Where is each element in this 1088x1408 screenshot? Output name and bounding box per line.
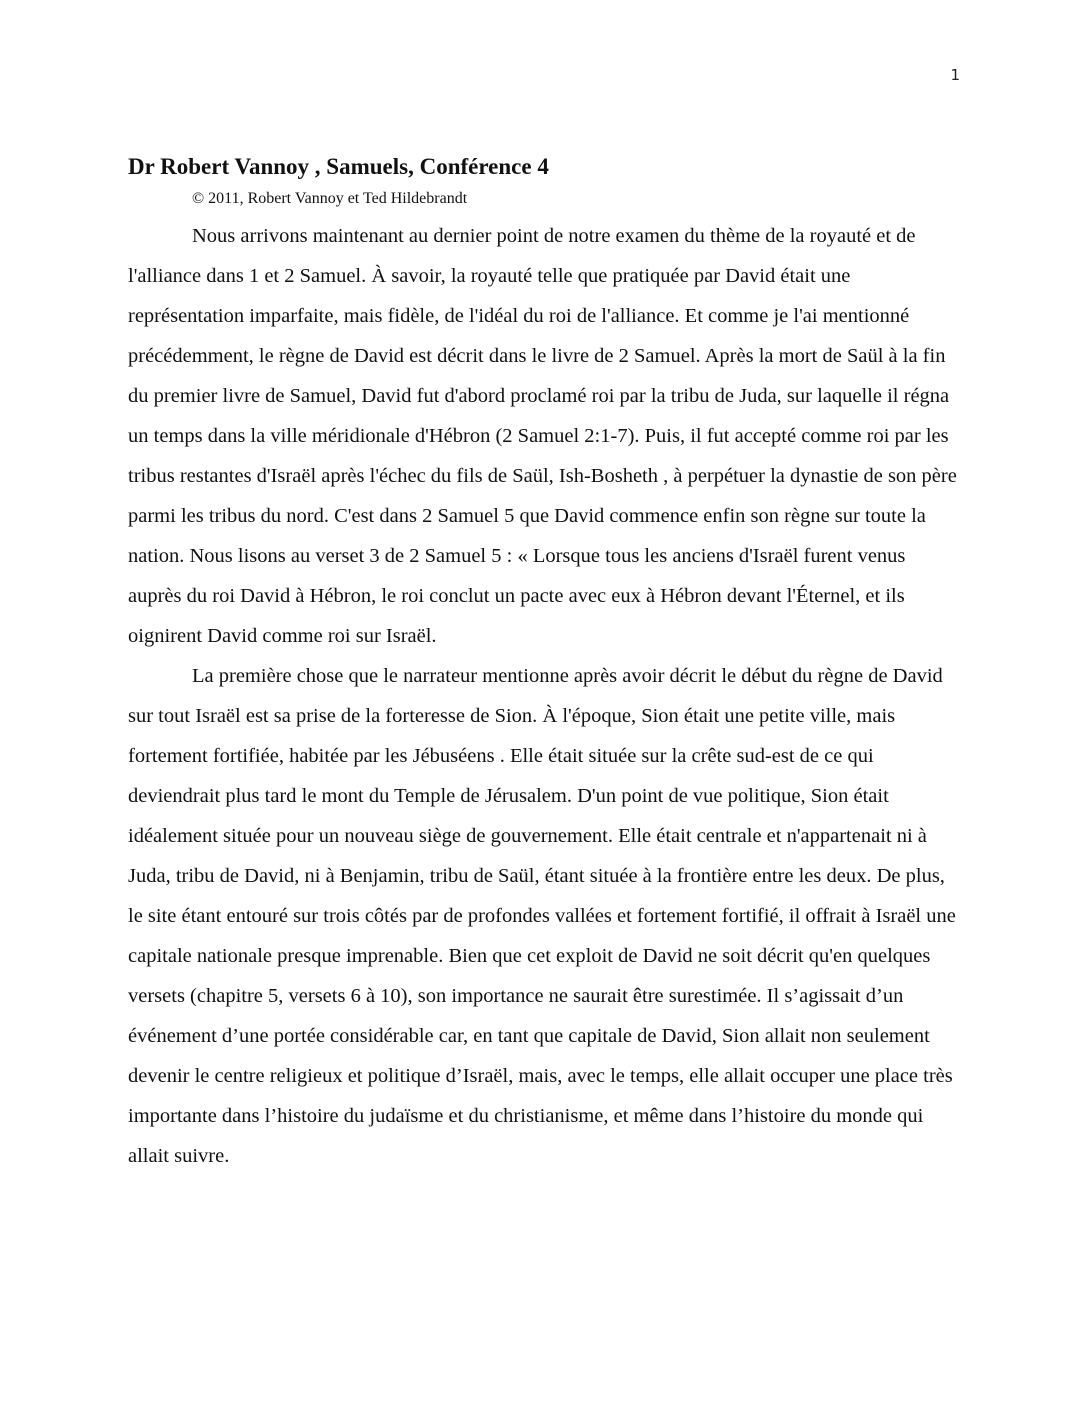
paragraph-2: La première chose que le narrateur mentionne après avoir décrit le début du règne de David sur tout Israël est sa prise de la forteresse de Sion. À l'époque, Sion était une petite ville, mais fortement fortifiée, habitée par les Jébuséens . Elle était située sur la crête sud-est de ce qui deviendrait plus tard le mont du Temple de Jérusalem. D'un point de vue politique, Sion était idéalement située pour un nouveau siège de gouvernement. Elle était centrale et n'appartenait ni à Juda, tribu de David, ni à Benjamin, tribu de Saül, étant située à la frontière entre les deux. De plus, le site étant entouré sur trois côtés par de profondes vallées et fortement fortifié, il offrait à Israël une capitale nationale presque imprenable. Bien que cet exploit de David ne soit décrit qu'en quelques versets (chapitre 5, versets 6 à 10), son importance ne saurait être surestimée. Il s’agissait d’un événement d’une portée considérable car, en tant que capitale de David, Sion allait non seulement devenir le centre religieux et politique d’Israël, mais, avec le temps, elle allait occuper une place très importante dans l’histoire du judaïsme et du christianisme, et même dans l’histoire du monde qui allait suivre.	[128, 665, 956, 1167]
copyright-line: © 2011, Robert Vannoy et Ted Hildebrandt	[192, 190, 468, 207]
document-title: Dr Robert Vannoy , Samuels, Conférence 4	[128, 154, 549, 179]
page-number: 1	[950, 66, 960, 84]
document-body	[128, 152, 958, 1176]
paragraph-1: Nous arrivons maintenant au dernier point de notre examen du thème de la royauté et de l'alliance dans 1 et 2 Samuel. À savoir, la royauté telle que pratiquée par David était une représentation imparfaite, mais fidèle, de l'idéal du roi de l'alliance. Et comme je l'ai mentionné précédemment, le règne de David est décrit dans le livre de 2 Samuel. Après la mort de Saül à la fin du premier livre de Samuel, David fut d'abord proclamé roi par la tribu de Juda, sur laquelle il régna un temps dans la ville méridionale d'Hébron (2 Samuel 2:1-7). Puis, il fut accepté comme roi par les tribus restantes d'Israël après l'échec du fils de Saül, Ish-Bosheth , à perpétuer la dynastie de son père parmi les tribus du nord. C'est dans 2 Samuel 5 que David commence enfin son règne sur toute la nation. Nous lisons au verset 3 de 2 Samuel 5 : « Lorsque tous les anciens d'Israël furent venus auprès du roi David à Hébron, le roi conclut un pacte avec eux à Hébron devant l'Éternel, et ils oignirent David comme roi sur Israël.	[128, 225, 957, 647]
